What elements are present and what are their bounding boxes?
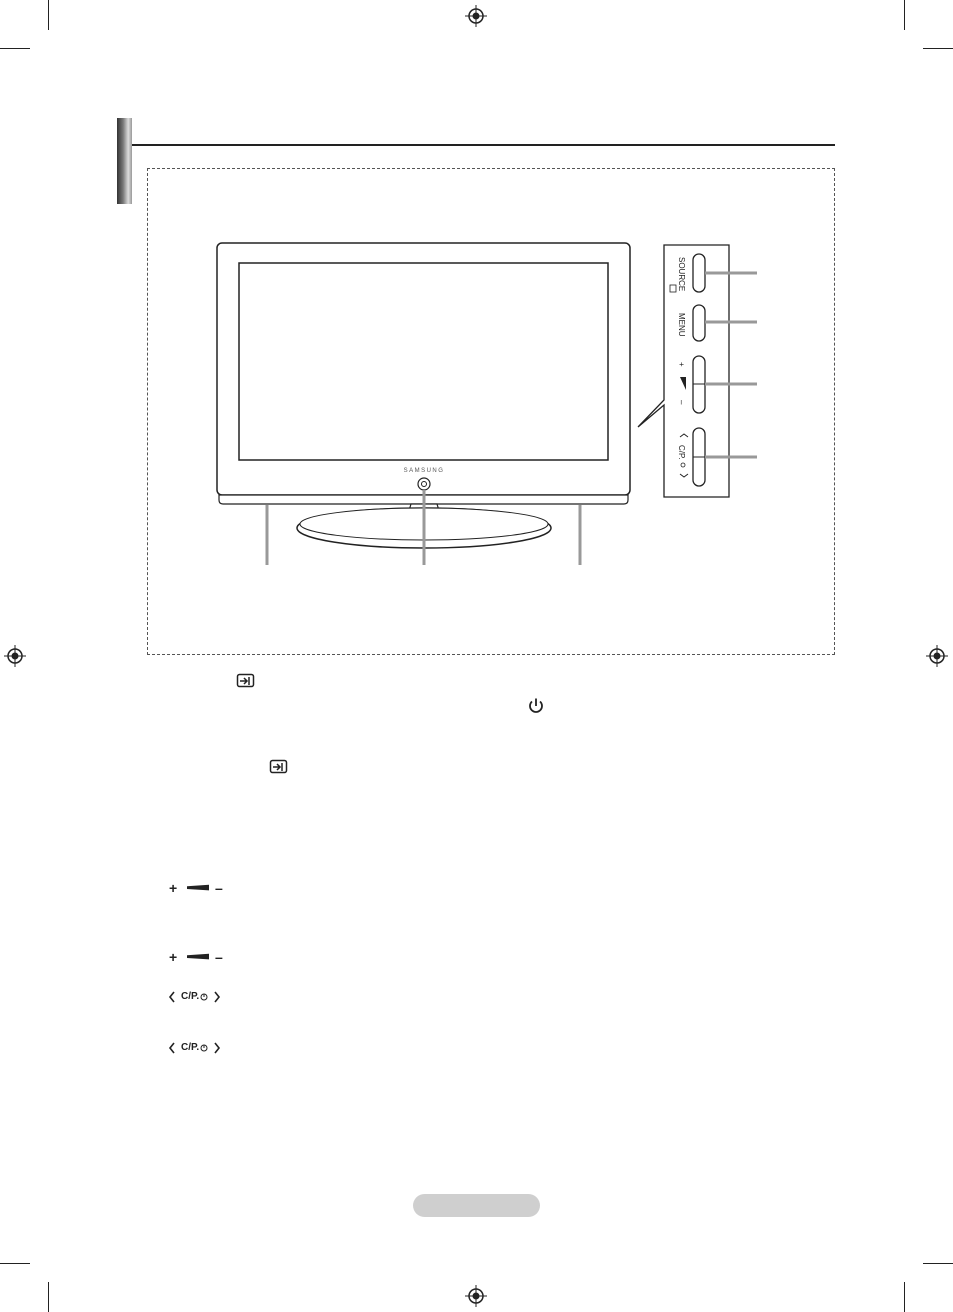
vol-minus-glyph: – bbox=[215, 949, 223, 965]
volume-icon bbox=[187, 951, 211, 963]
source-input-icon bbox=[236, 673, 256, 689]
chevron-left-icon bbox=[168, 991, 176, 1003]
cp-glyph-label: C/P. bbox=[181, 991, 200, 1002]
crop-mark bbox=[0, 1263, 30, 1264]
chevron-right-icon bbox=[213, 1042, 221, 1054]
crop-mark bbox=[904, 1282, 905, 1312]
vol-plus-glyph: + bbox=[169, 949, 178, 965]
registration-mark-icon bbox=[465, 1285, 487, 1307]
source-input-icon bbox=[269, 759, 289, 775]
panel-label-source: SOURCE bbox=[677, 257, 686, 292]
crop-mark bbox=[923, 1263, 953, 1264]
crop-mark bbox=[48, 1282, 49, 1312]
chevron-left-icon bbox=[168, 1042, 176, 1054]
vol-plus-glyph: + bbox=[169, 880, 178, 896]
tv-screen bbox=[239, 263, 608, 460]
power-icon bbox=[527, 697, 545, 715]
power-icon bbox=[200, 1044, 208, 1052]
vol-minus-glyph: – bbox=[215, 880, 223, 896]
tv-brand-logo: SAMSUNG bbox=[403, 468, 445, 474]
panel-label-menu: MENU bbox=[677, 313, 686, 337]
panel-label-cp: C/P. bbox=[677, 445, 686, 460]
chevron-right-icon bbox=[213, 991, 221, 1003]
panel-label-vol-minus: – bbox=[677, 400, 686, 405]
menu-button bbox=[693, 305, 705, 341]
cp-glyph-label: C/P. bbox=[181, 1042, 200, 1053]
power-icon bbox=[200, 993, 208, 1001]
page-number-pill bbox=[413, 1194, 540, 1217]
source-button bbox=[693, 254, 705, 292]
front-power-button bbox=[418, 478, 430, 490]
panel-label-vol-plus: + bbox=[677, 362, 686, 367]
volume-icon bbox=[187, 882, 211, 894]
